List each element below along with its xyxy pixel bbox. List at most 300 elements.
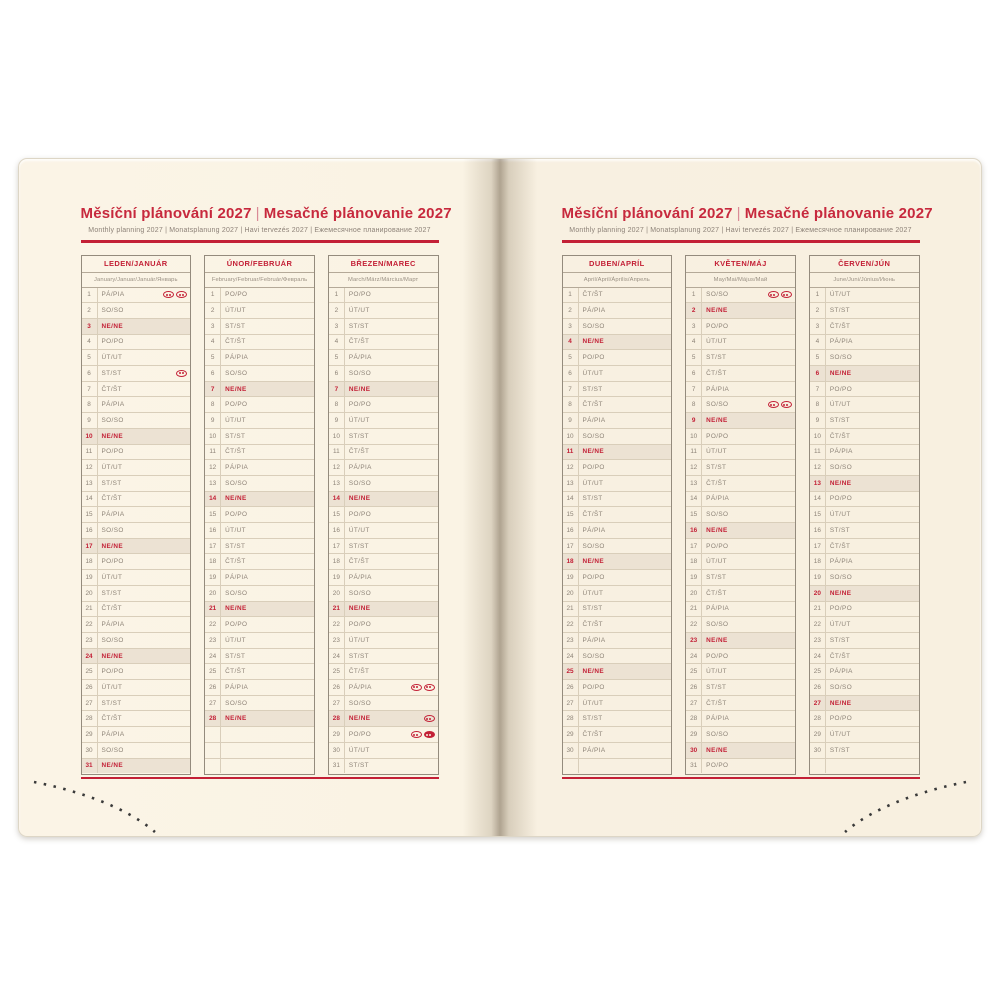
month-subtitle-label: February/Februar/Február/Февраль [205, 273, 314, 288]
day-weekday-label: NE/NE [225, 495, 247, 503]
day-row [810, 350, 919, 366]
holiday-badge-icon [424, 715, 435, 722]
day-row [329, 445, 438, 461]
day-number: 20 [686, 586, 702, 601]
day-weekday-label: ČT/ŠT [706, 699, 727, 707]
day-row [563, 743, 672, 759]
day-weekday-label: ST/ST [582, 715, 603, 723]
day-row [563, 492, 672, 508]
day-weekday-label: NE/NE [101, 652, 124, 660]
day-weekday-label: SO/SO [101, 636, 124, 644]
day-row [686, 602, 795, 618]
day-number: 4 [82, 335, 98, 350]
day-weekday-label: SO/SO [101, 526, 124, 534]
day-row [686, 696, 795, 712]
header-rule [81, 240, 439, 243]
day-number: 6 [205, 366, 221, 381]
day-row [329, 680, 438, 696]
day-number: 2 [810, 303, 826, 318]
day-row [810, 664, 919, 680]
day-row [810, 570, 919, 586]
day-number: 10 [82, 429, 98, 444]
day-row-sunday [82, 319, 191, 335]
page-left [19, 159, 500, 836]
day-number: 10 [329, 429, 345, 444]
day-weekday-label: SO/SO [225, 479, 248, 487]
holiday-badges [163, 288, 190, 303]
day-number: 29 [686, 727, 702, 742]
day-number: 26 [205, 680, 221, 695]
day-row [329, 288, 438, 304]
day-row [563, 303, 672, 319]
day-weekday-label: PÁ/PIA [829, 338, 853, 346]
day-row [810, 319, 919, 335]
day-row [82, 523, 191, 539]
day-row-sunday [205, 602, 314, 618]
day-row [329, 507, 438, 523]
day-weekday-label: PÁ/PIA [829, 668, 853, 676]
day-number: 13 [82, 476, 98, 491]
day-weekday-label: PÁ/PIA [348, 464, 372, 472]
empty-day-row [810, 759, 919, 774]
day-row [810, 303, 919, 319]
day-number: 29 [82, 727, 98, 742]
day-number: 18 [686, 554, 702, 569]
day-row [563, 523, 672, 539]
day-weekday-label: ČT/ŠT [348, 338, 370, 346]
day-rows [686, 288, 795, 774]
day-number: 10 [810, 429, 826, 444]
day-row [82, 743, 191, 759]
day-row-sunday [563, 664, 672, 680]
day-row [810, 523, 919, 539]
day-row [563, 382, 672, 398]
holiday-badge-icon [411, 684, 422, 691]
day-weekday-label: ČT/ŠT [829, 542, 851, 550]
day-weekday-label: SO/SO [101, 416, 124, 424]
day-number: 16 [563, 523, 579, 538]
month-column [81, 255, 192, 775]
day-weekday-label: PÁ/PIA [706, 715, 730, 723]
day-row [205, 397, 314, 413]
day-weekday-label: ST/ST [101, 699, 122, 707]
day-weekday-label: ÚT/UT [225, 307, 246, 315]
day-number: 10 [686, 429, 702, 444]
day-number: 15 [686, 507, 702, 522]
day-number: 31 [329, 759, 345, 774]
holiday-badges [424, 711, 438, 726]
day-row [205, 350, 314, 366]
day-number: 22 [329, 617, 345, 632]
day-row [563, 429, 672, 445]
day-number: 18 [329, 554, 345, 569]
day-weekday-label: PÁ/PIA [101, 621, 125, 629]
day-weekday-label: NE/NE [829, 699, 852, 707]
day-row [686, 429, 795, 445]
month-subtitle-label: January/Januar/Január/Январь [82, 273, 191, 288]
day-weekday-label: PO/PO [829, 385, 853, 393]
day-weekday-label: PÁ/PIA [101, 291, 125, 299]
day-row [686, 397, 795, 413]
day-weekday-label: PO/PO [706, 652, 729, 660]
month-column [328, 255, 439, 775]
day-number: 26 [329, 680, 345, 695]
holiday-badge-icon [163, 291, 174, 298]
day-number: 2 [82, 303, 98, 318]
day-row [329, 617, 438, 633]
day-row [810, 492, 919, 508]
day-row [205, 413, 314, 429]
day-number: 24 [686, 649, 702, 664]
day-row-sunday [329, 602, 438, 618]
day-number: 12 [82, 460, 98, 475]
day-weekday-label: PO/PO [225, 511, 248, 519]
day-number: 19 [686, 570, 702, 585]
day-row [329, 759, 438, 774]
day-row [329, 664, 438, 680]
day-number: 16 [329, 523, 345, 538]
day-number: 14 [329, 492, 345, 507]
day-weekday-label: NE/NE [706, 746, 728, 754]
day-row [686, 492, 795, 508]
day-row [810, 445, 919, 461]
day-weekday-label: SO/SO [101, 746, 124, 754]
day-rows [810, 288, 919, 774]
day-weekday-label: PÁ/PIA [348, 354, 372, 362]
day-row [686, 649, 795, 665]
day-row-sunday [686, 523, 795, 539]
day-number: 9 [810, 413, 826, 428]
day-row [205, 445, 314, 461]
day-weekday-label: SO/SO [706, 401, 729, 409]
day-row [563, 288, 672, 304]
day-number: 24 [82, 649, 98, 664]
day-number: 14 [205, 492, 221, 507]
day-number: 25 [563, 664, 579, 679]
day-number: 9 [329, 413, 345, 428]
day-row-sunday [205, 711, 314, 727]
day-number: 19 [205, 570, 221, 585]
day-weekday-label: ÚT/UT [225, 636, 246, 644]
month-name-label: ČERVEN/JÚN [810, 256, 919, 273]
day-weekday-label: ST/ST [706, 683, 727, 691]
day-weekday-label: ST/ST [225, 432, 246, 440]
day-row [205, 649, 314, 665]
day-number: 28 [810, 711, 826, 726]
day-weekday-label: SO/SO [706, 291, 729, 299]
day-row-sunday [329, 382, 438, 398]
day-weekday-label: ÚT/UT [582, 479, 604, 487]
day-rows [329, 288, 438, 774]
day-number: 28 [205, 711, 221, 726]
day-number: 5 [329, 350, 345, 365]
day-row [329, 539, 438, 555]
day-number: 13 [329, 476, 345, 491]
day-weekday-label: ST/ST [348, 652, 369, 660]
day-number: 30 [563, 743, 579, 758]
day-weekday-label: PO/PO [101, 558, 124, 566]
empty-day-row [205, 727, 314, 743]
day-number-empty [205, 759, 221, 774]
day-number: 2 [329, 303, 345, 318]
day-row [686, 350, 795, 366]
day-weekday-label: ČT/ŠT [101, 495, 122, 503]
day-number: 24 [563, 649, 579, 664]
day-row-sunday [810, 476, 919, 492]
day-number: 29 [563, 727, 579, 742]
day-weekday-label: ÚT/UT [706, 448, 727, 456]
day-row [563, 633, 672, 649]
day-row [563, 397, 672, 413]
day-number: 14 [563, 492, 579, 507]
day-weekday-label: ST/ST [582, 605, 603, 613]
day-row [563, 617, 672, 633]
day-number: 1 [810, 288, 826, 303]
day-number: 18 [205, 554, 221, 569]
day-row [82, 696, 191, 712]
day-weekday-label: ST/ST [706, 464, 727, 472]
day-weekday-label: PO/PO [101, 338, 124, 346]
day-weekday-label: ČT/ŠT [101, 605, 122, 613]
day-number: 11 [563, 445, 579, 460]
day-number: 19 [329, 570, 345, 585]
day-weekday-label: ST/ST [348, 322, 369, 330]
day-weekday-label: ST/ST [101, 589, 122, 597]
empty-day-row [205, 759, 314, 774]
day-number: 9 [563, 413, 579, 428]
month-column [685, 255, 796, 775]
day-weekday-label: ČT/ŠT [348, 668, 370, 676]
day-weekday-label: ÚT/UT [706, 338, 727, 346]
day-row [686, 445, 795, 461]
day-weekday-label: NE/NE [348, 605, 371, 613]
day-weekday-label: PO/PO [348, 621, 372, 629]
day-weekday-label: ČT/ŠT [225, 448, 246, 456]
day-row [810, 413, 919, 429]
day-row [810, 539, 919, 555]
day-row [82, 570, 191, 586]
day-weekday-label: ST/ST [582, 385, 603, 393]
day-weekday-label: ČT/ŠT [706, 369, 727, 377]
day-row [686, 727, 795, 743]
day-number: 28 [686, 711, 702, 726]
day-number: 25 [82, 664, 98, 679]
day-row [82, 727, 191, 743]
day-row [329, 397, 438, 413]
day-number: 25 [329, 664, 345, 679]
day-row [82, 711, 191, 727]
day-weekday-label: PÁ/PIA [582, 416, 606, 424]
month-name-label: ÚNOR/FEBRUÁR [205, 256, 314, 273]
day-number: 23 [82, 633, 98, 648]
day-number: 1 [82, 288, 98, 303]
day-number: 26 [810, 680, 826, 695]
day-row [563, 350, 672, 366]
day-row [205, 539, 314, 555]
day-row [82, 460, 191, 476]
day-number: 19 [563, 570, 579, 585]
day-weekday-label: PÁ/PIA [101, 401, 125, 409]
day-number: 6 [82, 366, 98, 381]
day-number: 21 [82, 602, 98, 617]
day-row [205, 303, 314, 319]
day-weekday-label: ST/ST [348, 542, 369, 550]
day-rows [82, 288, 191, 774]
day-weekday-label: PO/PO [101, 668, 124, 676]
day-number: 28 [82, 711, 98, 726]
page-title [80, 205, 452, 223]
day-weekday-label: SO/SO [829, 354, 853, 362]
day-row [329, 523, 438, 539]
day-number: 3 [810, 319, 826, 334]
day-row [205, 429, 314, 445]
day-rows [205, 288, 314, 774]
day-number: 8 [329, 397, 345, 412]
day-number: 21 [810, 602, 826, 617]
day-weekday-label: NE/NE [829, 589, 852, 597]
month-subtitle-label: March/März/Március/Март [329, 273, 438, 288]
day-number: 7 [686, 382, 702, 397]
day-weekday-label: ÚT/UT [101, 464, 123, 472]
day-number: 27 [563, 696, 579, 711]
day-number: 28 [563, 711, 579, 726]
day-row [686, 539, 795, 555]
day-weekday-label: NE/NE [225, 715, 247, 723]
day-weekday-label: ČT/ŠT [348, 558, 370, 566]
day-weekday-label: PO/PO [348, 511, 372, 519]
day-row [686, 366, 795, 382]
day-number: 2 [563, 303, 579, 318]
day-row-sunday [563, 335, 672, 351]
day-number: 7 [810, 382, 826, 397]
day-row [205, 335, 314, 351]
day-weekday-label: PÁ/PIA [101, 731, 125, 739]
day-weekday-label: ST/ST [829, 307, 850, 315]
header-rule [562, 240, 920, 243]
day-row [810, 680, 919, 696]
day-weekday-label: ČT/ŠT [582, 731, 603, 739]
month-subtitle-label: May/Mai/Május/Май [686, 273, 795, 288]
day-number: 19 [82, 570, 98, 585]
day-number: 24 [810, 649, 826, 664]
day-row [810, 554, 919, 570]
day-weekday-label: ÚT/UT [706, 668, 727, 676]
day-weekday-label: ST/ST [348, 762, 369, 770]
day-number: 3 [205, 319, 221, 334]
day-number: 20 [329, 586, 345, 601]
day-weekday-label: ST/ST [829, 746, 850, 754]
day-row [82, 680, 191, 696]
day-row [686, 335, 795, 351]
day-number: 20 [563, 586, 579, 601]
day-row-sunday [205, 382, 314, 398]
day-weekday-label: ÚT/UT [582, 699, 604, 707]
day-number: 21 [329, 602, 345, 617]
day-weekday-label: ST/ST [706, 354, 727, 362]
day-row [82, 350, 191, 366]
day-weekday-label: PÁ/PIA [582, 636, 606, 644]
day-row-sunday [686, 633, 795, 649]
day-weekday-label: ST/ST [101, 369, 122, 377]
day-row [329, 366, 438, 382]
day-row [82, 633, 191, 649]
day-number: 27 [205, 696, 221, 711]
day-weekday-label: NE/NE [101, 542, 124, 550]
day-weekday-label: PO/PO [348, 731, 372, 739]
day-number: 25 [205, 664, 221, 679]
day-number: 31 [82, 759, 98, 774]
day-weekday-label: NE/NE [582, 448, 605, 456]
day-row [82, 554, 191, 570]
day-number: 7 [563, 382, 579, 397]
day-number: 16 [205, 523, 221, 538]
day-number: 29 [329, 727, 345, 742]
day-number: 16 [810, 523, 826, 538]
day-number: 26 [686, 680, 702, 695]
day-row [329, 554, 438, 570]
day-number: 11 [329, 445, 345, 460]
day-number: 13 [563, 476, 579, 491]
day-number: 15 [563, 507, 579, 522]
day-weekday-label: ČT/ŠT [101, 715, 122, 723]
day-weekday-label: ÚT/UT [829, 291, 851, 299]
day-weekday-label: ÚT/UT [225, 526, 246, 534]
day-number: 7 [329, 382, 345, 397]
day-weekday-label: ÚT/UT [348, 746, 370, 754]
day-row [82, 476, 191, 492]
day-number: 28 [329, 711, 345, 726]
day-number: 18 [82, 554, 98, 569]
day-weekday-label: NE/NE [348, 495, 371, 503]
day-weekday-label: ČT/ŠT [829, 432, 851, 440]
day-row-sunday [686, 743, 795, 759]
day-number: 12 [810, 460, 826, 475]
day-weekday-label: SO/SO [348, 479, 372, 487]
page-title-czech: Měsíční plánování 2027 [561, 205, 733, 222]
day-row-sunday [205, 492, 314, 508]
day-number: 17 [563, 539, 579, 554]
holiday-badge-icon [781, 291, 792, 298]
day-row [205, 617, 314, 633]
day-weekday-label: SO/SO [582, 322, 605, 330]
day-row [810, 507, 919, 523]
day-weekday-label: ÚT/UT [829, 621, 851, 629]
day-weekday-label: NE/NE [225, 385, 247, 393]
day-label-empty [221, 743, 225, 758]
holiday-badge-icon [424, 684, 435, 691]
day-row [810, 617, 919, 633]
day-weekday-label: ÚT/UT [348, 526, 370, 534]
day-weekday-label: PO/PO [225, 401, 248, 409]
day-number: 8 [686, 397, 702, 412]
day-row [810, 397, 919, 413]
day-weekday-label: PO/PO [348, 291, 372, 299]
day-number: 10 [205, 429, 221, 444]
day-row [329, 570, 438, 586]
day-weekday-label: ČT/ŠT [225, 338, 246, 346]
day-number: 8 [810, 397, 826, 412]
day-row [205, 633, 314, 649]
day-weekday-label: ČT/ŠT [706, 589, 727, 597]
day-number: 3 [82, 319, 98, 334]
day-number: 1 [329, 288, 345, 303]
day-label-empty [579, 759, 583, 774]
day-number: 21 [205, 602, 221, 617]
day-number: 15 [82, 507, 98, 522]
day-weekday-label: ST/ST [225, 322, 246, 330]
day-number: 12 [563, 460, 579, 475]
page-title-slovak: Mesačné plánovanie 2027 [744, 205, 933, 222]
